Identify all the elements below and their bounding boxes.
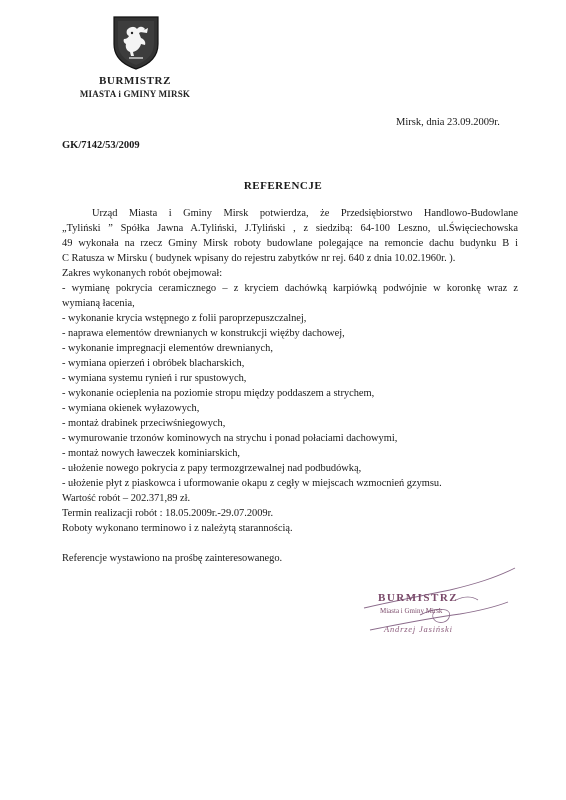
stamp-subtitle: Miasta i Gminy Mirsk (380, 607, 443, 615)
place-and-date: Mirsk, dnia 23.09.2009r. (396, 117, 500, 128)
scope-item: - wymurowanie trzonów kominowych na strychu i ponad połaciami dachowymi, (62, 433, 398, 444)
scope-item: - wymiana okienek wyłazowych, (62, 403, 200, 414)
scope-item: - wymiana systemu rynień i rur spustowych, (62, 373, 247, 384)
reference-number: GK/7142/53/2009 (62, 140, 140, 151)
scope-item: - wykonanie ocieplenia na poziomie stropu między poddaszem a strychem, (62, 388, 375, 399)
works-value: Wartość robót – 202.371,89 zł. (62, 493, 191, 504)
scope-item: - wymianę pokrycia ceramicznego – z kryciem dachówką karpiówką podwójnie w koronkę wraz z (62, 283, 518, 294)
issued-on-request: Referencje wystawiono na prośbę zainteresowanego. (62, 553, 283, 564)
completion-term: Termin realizacji robót : 18.05.2009r.-29.07.2009r. (62, 508, 274, 519)
scope-item: - wykonanie krycia wstępnego z folii paroprzepuszczalnej, (62, 313, 307, 324)
scope-item: - montaż nowych ławeczek kominiarskich, (62, 448, 241, 459)
completion-note: Roboty wykonano terminowo i z należytą starannością. (62, 523, 293, 534)
scope-intro: Zakres wykonanych robót obejmował: (62, 268, 223, 279)
intro-line: „Tyliński ” Spółka Jawna A.Tyliński, J.Tyliński , z siedzibą: 64-100 Leszno, ul.Święciechowska (62, 223, 518, 234)
document-title: REFERENCJE (243, 180, 323, 192)
stamp-signer: Andrzej Jasiński (384, 624, 453, 634)
issuer-subtitle: MIASTA i GMINY MIRSK (79, 89, 191, 99)
scope-item: - wymiana opierzeń i obróbek blacharskich, (62, 358, 245, 369)
intro-line: C Ratusza w Mirsku ( budynek wpisany do rejestru zabytków nr rej. 640 z dnia 10.02.1960r. ). (62, 253, 456, 264)
stamp-title: BURMISTRZ (378, 592, 459, 604)
signature-scribble (360, 560, 520, 650)
coat-of-arms-icon (110, 14, 162, 70)
issuer-title: BURMISTRZ (98, 75, 172, 87)
scope-item: - naprawa elementów drewnianych w konstrukcji więźby dachowej, (62, 328, 345, 339)
scope-item: - ułożenie nowego pokrycia z papy termozgrzewalnej nad podbudówką, (62, 463, 362, 474)
scope-item: wymianą łacenia, (62, 298, 135, 309)
scope-item: - wykonanie impregnacji elementów drewnianych, (62, 343, 273, 354)
intro-line: Urząd Miasta i Gminy Mirsk potwierdza, że Przedsiębiorstwo Handlowo-Budowlane (92, 208, 518, 219)
intro-line: 49 wykonała na rzecz Gminy Mirsk roboty budowlane polegające na remoncie dachu budynku B i (62, 238, 518, 249)
scope-item: - ułożenie płyt z piaskowca i uformowanie okapu z cegły w miejscach wzmocnień gzymsu. (62, 478, 442, 489)
scope-item: - montaż drabinek przeciwśniegowych, (62, 418, 226, 429)
